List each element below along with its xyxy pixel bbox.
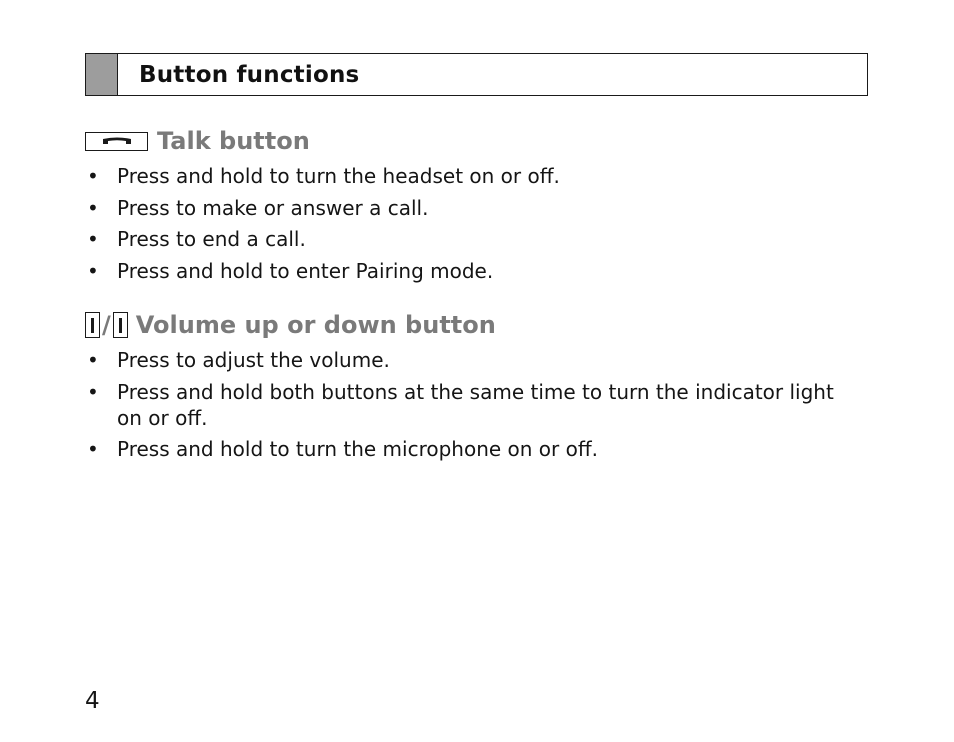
list-item-text: Press to end a call. (117, 227, 306, 251)
section-header-bar (85, 53, 868, 96)
list-item-text: Press and hold to turn the microphone on or off. (117, 437, 598, 461)
list-item (85, 258, 855, 284)
list-item-text: Press and hold both buttons at the same time to turn the indicator light on or off. (117, 379, 834, 430)
list-item (85, 436, 855, 462)
section-title: Button functions (139, 61, 360, 88)
bullet-dot: • (87, 164, 99, 188)
volume-down-icon (113, 312, 128, 338)
list-item-text: Press and hold to enter Pairing mode. (117, 258, 494, 283)
list-item (85, 347, 855, 373)
talk-button-heading-text: Talk button (157, 127, 310, 155)
volume-button-list (85, 347, 855, 468)
volume-up-icon (85, 312, 100, 338)
talk-button-heading (85, 127, 310, 155)
list-item (85, 163, 855, 189)
bullet-dot: • (87, 227, 99, 251)
volume-button-heading (85, 311, 496, 339)
volume-button-heading-text: Volume up or down button (135, 311, 496, 339)
talk-button-list (85, 163, 855, 289)
bullet-dot: • (87, 258, 99, 283)
list-item-text: Press and hold to turn the headset on or off. (117, 164, 560, 188)
bullet-dot: • (87, 348, 99, 372)
list-item-text: Press to adjust the volume. (117, 348, 390, 372)
icon-separator: / (102, 311, 111, 339)
bullet-dot: • (87, 195, 99, 220)
list-item (85, 379, 855, 431)
bullet-dot: • (87, 437, 99, 461)
page-number: 4 (85, 688, 100, 714)
list-item (85, 195, 855, 221)
phone-handset-icon (85, 132, 148, 151)
list-item (85, 226, 855, 252)
bullet-dot: • (87, 379, 99, 404)
section-header-tab (86, 54, 118, 95)
list-item-text: Press to make or answer a call. (117, 195, 429, 220)
